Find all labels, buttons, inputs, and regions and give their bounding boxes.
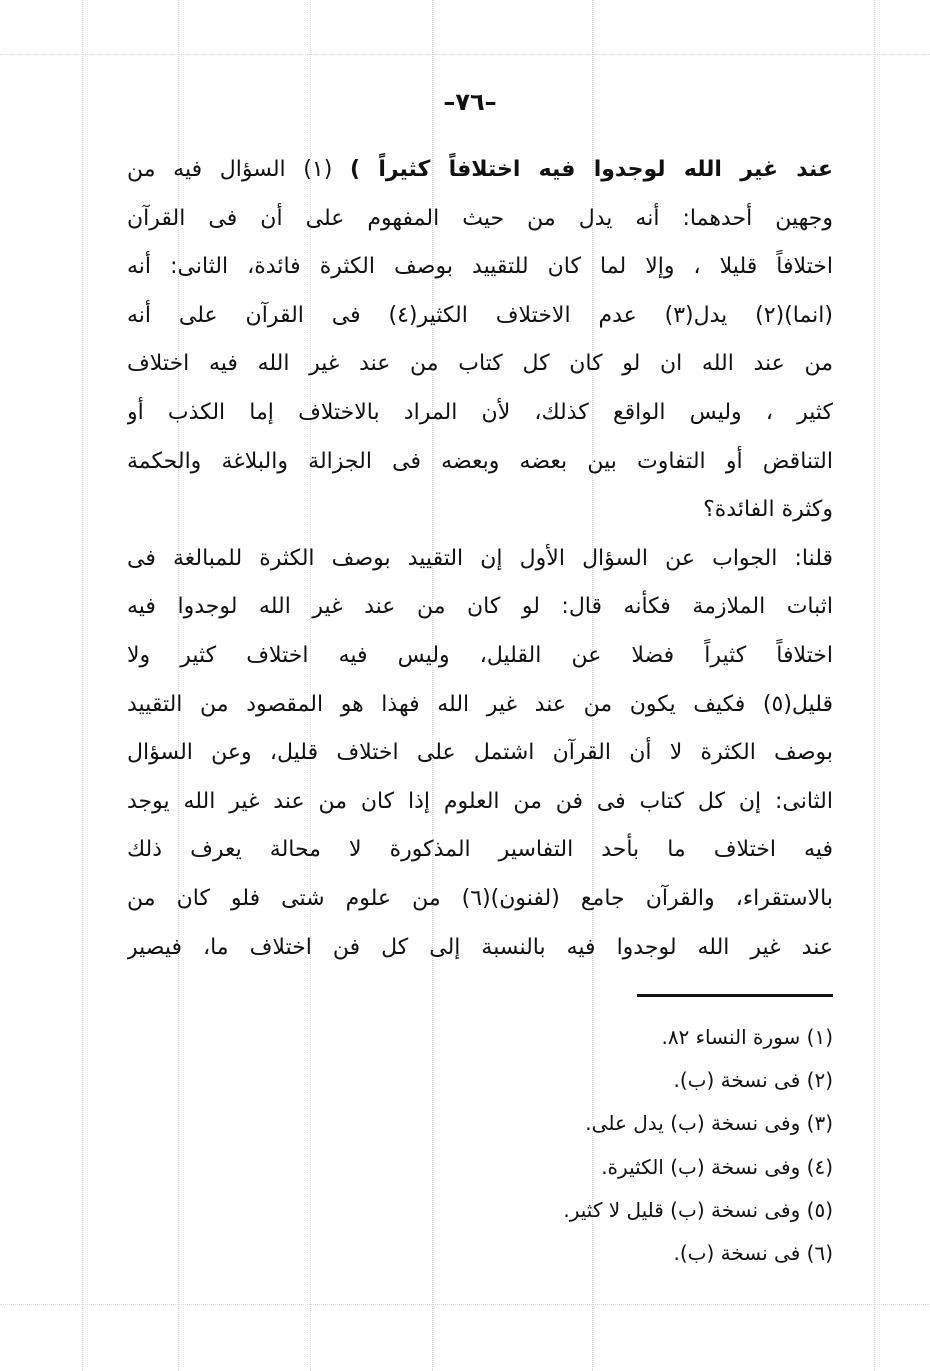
page-number: –٧٦– xyxy=(443,88,497,116)
text-line: اختلافاً كثيراً فضلا عن القليل، وليس فيه اختلاف كثير ولا xyxy=(127,642,833,668)
text-line-rest: (١) السؤال فيه من xyxy=(127,157,333,182)
text-line: قليل(٥) فكيف يكون من عند غير الله فهذا هو المقصود من التقييد xyxy=(127,691,833,717)
footnote: (١) سورة النساء ٨٢. xyxy=(661,1025,833,1049)
footnote: (٣) وفى نسخة (ب) يدل على. xyxy=(585,1111,833,1136)
text-line: الثانى: إن كل كتاب فى فن من العلوم إذا كان من عند غير الله يوجد xyxy=(127,788,833,814)
footnotes xyxy=(400,1016,833,1275)
footnote: (٥) وفى نسخة (ب) قليل لا كثير. xyxy=(563,1197,833,1222)
scan-mark-horizontal xyxy=(0,1304,930,1305)
text-line: كثير ، وليس الواقع كذلك، لأن المراد بالاختلاف إما الكذب أو xyxy=(127,399,833,425)
scan-mark-vertical xyxy=(874,0,875,1371)
text-line: (انما)(٢) يدل(٣) عدم الاختلاف الكثير(٤) فى القرآن على أنه xyxy=(127,302,833,328)
text-line: وكثرة الفائدة؟ xyxy=(703,497,833,523)
footnote: (٦) فى نسخة (ب). xyxy=(673,1240,833,1265)
footnote: (٤) وفى نسخة (ب) الكثيرة. xyxy=(601,1154,833,1179)
footnote: (٢) فى نسخة (ب). xyxy=(673,1068,833,1093)
scan-mark-horizontal xyxy=(0,54,930,55)
scan-mark-vertical xyxy=(82,0,83,1371)
text-line: اثبات الملازمة فكأنه قال: لو كان من عند غير الله لوجدوا فيه xyxy=(127,594,833,620)
text-line xyxy=(127,146,833,195)
text-line: التناقض أو التفاوت بين بعضه وبعضه فى الجزالة والبلاغة والحكمة xyxy=(127,448,833,474)
footnote-separator xyxy=(637,994,833,997)
text-line: بالاستقراء، والقرآن جامع (لفنون)(٦) من علوم شتى فلو كان من xyxy=(127,885,833,911)
text-line: اختلافاً قليلا ، وإلا لما كان للتقييد بوصف الكثرة فائدة، الثانى: أنه xyxy=(127,254,833,280)
text-line: من عند الله ان لو كان كل كتاب من عند غير الله فيه اختلاف xyxy=(127,351,833,377)
text-line: وجهين أحدهما: أنه يدل من حيث المفهوم على أن فى القرآن xyxy=(127,205,833,231)
quran-verse-fragment: عند غير الله لوجدوا فيه اختلافاً كثيراً ) xyxy=(349,157,833,182)
text-line: فيه اختلاف ما بأحد التفاسير المذكورة لا محالة يعرف ذلك xyxy=(127,837,833,863)
main-text xyxy=(127,146,833,972)
text-line: عند غير الله لوجدوا فيه بالنسبة إلى كل فن اختلاف ما، فيصير xyxy=(127,934,833,960)
text-line: بوصف الكثرة لا أن القرآن اشتمل على اختلاف قليل، وعن السؤال xyxy=(127,740,833,766)
text-line: قلنا: الجواب عن السؤال الأول إن التقييد بوصف الكثرة للمبالغة فى xyxy=(127,545,833,571)
